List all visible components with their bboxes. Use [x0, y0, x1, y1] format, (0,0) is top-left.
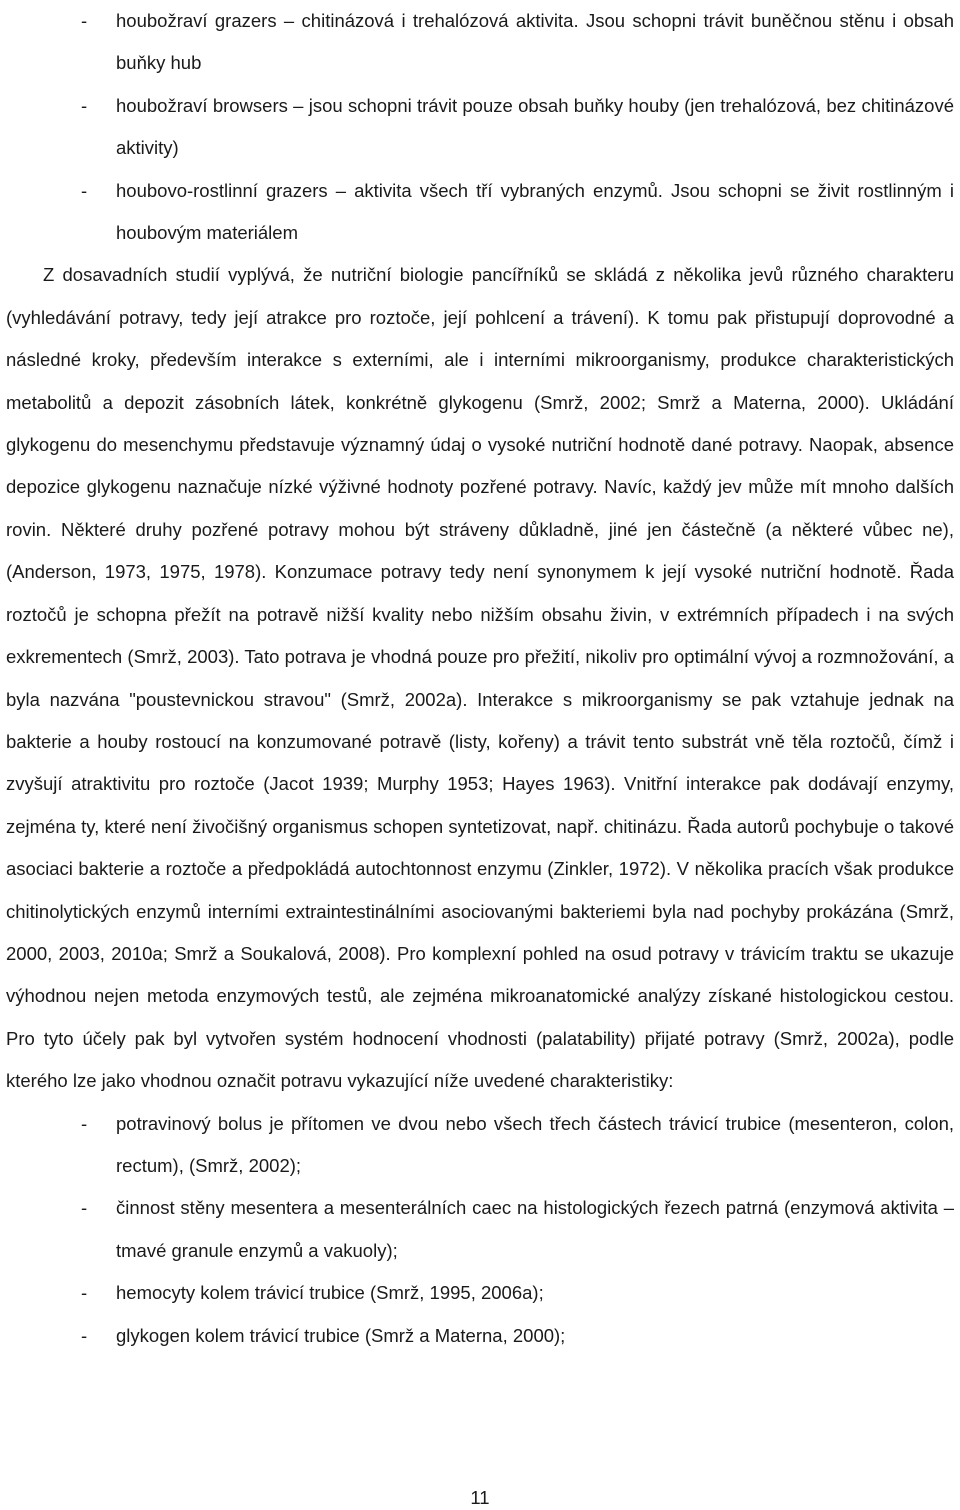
page-number: 11 — [470, 1487, 490, 1508]
list-item-text: hemocyty kolem trávicí trubice (Smrž, 1995, 2006a); — [116, 1282, 544, 1304]
list-dash: - — [81, 1197, 88, 1219]
body-paragraph: Z dosavadních studií vyplývá, že nutriční biologie pancířníků se skládá z několika jevů různého charakteru (vyhledávání potravy, tedy její atrakce pro roztoče, její pohlcení a trávení). K tomu pak přistupují doprovodné a následné kroky, především interakce s externími, ale i interními mikroorganismy, produkce charakteristických metabolitů a depozit zásobních látek, konkrétně glykogenu (Smrž, 2002; Smrž a Materna, 2000). Ukládání glykogenu do mesenchymu představuje významný údaj o vysoké nutriční hodnotě dané potravy. Naopak, absence depozice glykogenu naznačuje nízké výživné hodnoty pozřené potravy. Navíc, každý jev může mít mnoho dalších rovin. Některé druhy pozřené potravy mohou být stráveny důkladně, jiné jen částečně (a některé vůbec ne), (Anderson, 1973, 1975, 1978). Konzumace potravy tedy není synonymem k její vysoké nutriční hodnotě. Řada roztočů je schopna přežít na potravě nižší kvality nebo nižším obsahu živin, v extrémních případech i na svých exkrementech (Smrž, 2003). Tato potrava je vhodná pouze pro přežití, nikoliv pro optimální vývoj a rozmnožování, a byla nazvána "poustevnickou stravou" (Smrž, 2002a). Interakce s mikroorganismy se pak vztahuje jednak na bakterie a houby rostoucí na konzumované potravě (listy, kořeny) a trávit tento substrát vně těla roztočů, čímž i zvyšují atraktivitu pro roztoče (Jacot 1939; Murphy 1953; Hayes 1963). Vnitřní interakce pak dodávají enzymy, zejména ty, které není živočišný organismus schopen syntetizovat, např. chitinázu. Řada autorů pochybuje o takové asociaci bakterie a roztoče a předpokládá autochtonnost enzymu (Zinkler, 1972). V několika pracích však produkce chitinolytických enzymů interními extraintestinálními asociovanými bakteriemi byla nad pochyby prokázána (Smrž, 2000, 2003, 2010a; Smrž a Soukalová, 2008). Pro komplexní pohled na osud potravy v trávicím traktu se ukazuje výhodnou nejen metoda enzymových testů, ale zejména mikroanatomické analýzy získané histologickou cestou. Pro tyto účely pak byl vytvořen systém hodnocení vhodnosti (palatability) přijaté potravy (Smrž, 2002a), podle kterého lze jako vhodnou označit potravu vykazující níže uvedené charakteristiky: — [6, 264, 954, 1092]
list-item — [6, 1103, 954, 1188]
list-item-text: činnost stěny mesentera a mesenterálních caec na histologických řezech patrná (enzymová aktivita – tmavé granule enzymů a vakuoly); — [116, 1197, 954, 1261]
list-item — [6, 170, 954, 255]
list-item — [6, 1187, 954, 1272]
list-dash: - — [81, 1282, 88, 1304]
list-dash: - — [81, 1112, 88, 1134]
list-item-text: houbožraví grazers – chitinázová i trehalózová aktivita. Jsou schopni trávit buněčnou stěnu i obsah buňky hub — [116, 10, 954, 74]
list-dash: - — [81, 94, 88, 116]
list-dash: - — [81, 1324, 88, 1346]
list-item-text: potravinový bolus je přítomen ve dvou nebo všech třech částech trávicí trubice (mesenteron, colon, rectum), (Smrž, 2002); — [116, 1112, 954, 1176]
list-item — [6, 0, 954, 85]
list-dash: - — [81, 10, 88, 31]
list-item — [6, 1272, 954, 1314]
list-item-text: houbožraví browsers – jsou schopni trávit pouze obsah buňky houby (jen trehalózová, bez chitinázové aktivity) — [116, 94, 954, 159]
list-item — [6, 1315, 954, 1357]
list-item-text: houbovo-rostlinní grazers – aktivita všech tří vybraných enzymů. Jsou schopni se živit rostlinným i houbovým materiálem — [116, 179, 954, 244]
list-dash: - — [81, 179, 88, 201]
document-body — [6, 0, 954, 1357]
list-item — [6, 85, 954, 170]
list-item-text: glykogen kolem trávicí trubice (Smrž a Materna, 2000); — [116, 1324, 566, 1346]
